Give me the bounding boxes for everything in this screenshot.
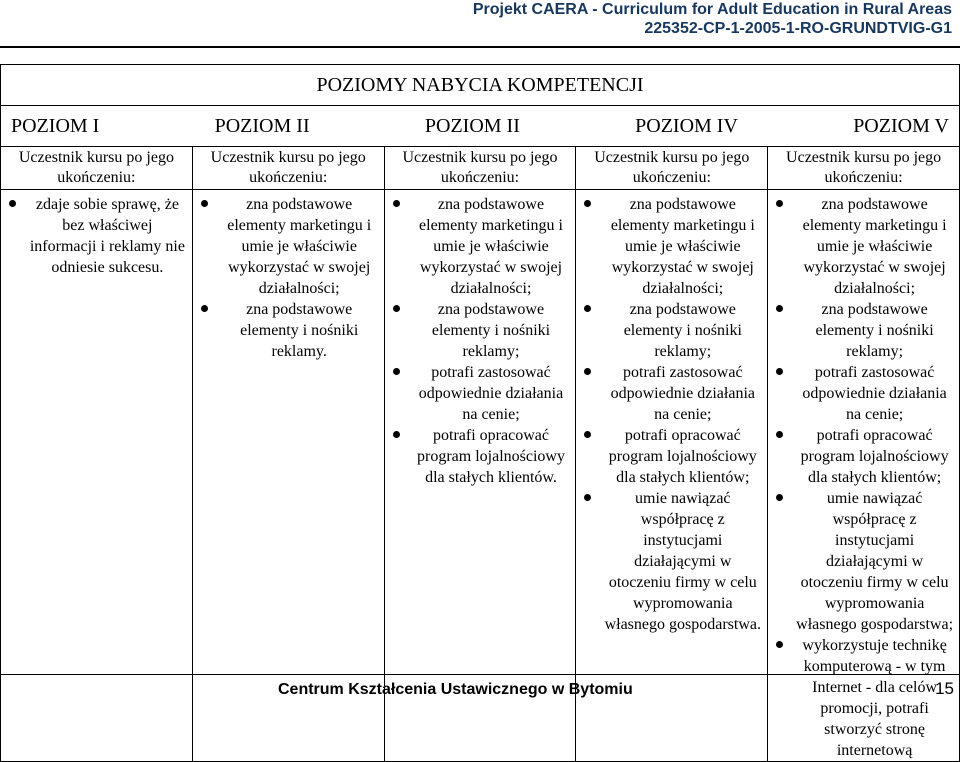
competency-item: potrafi zastosować odpowiednie działania na cenie;: [576, 362, 767, 425]
level-label: POZIOM II: [214, 114, 310, 137]
competency-levels-table: [0, 64, 960, 762]
competency-item: zna podstawowe elementy i nośniki reklamy.: [193, 299, 384, 362]
intro-cell: Uczestnik kursu po jego ukończeniu:: [192, 147, 384, 190]
competency-item: potrafi zastosować odpowiednie działania na cenie;: [768, 362, 959, 425]
levels-row: [1, 106, 960, 147]
table-title: POZIOMY NABYCIA KOMPETENCJI: [1, 65, 960, 106]
competency-item: potrafi zastosować odpowiednie działania na cenie;: [385, 362, 576, 425]
page-footer: [0, 674, 960, 700]
competency-item: umie nawiązać współpracę z instytucjami działającymi w otoczeniu firmy w celu wypromowania własnego gospodarstwa;: [768, 488, 959, 635]
intro-cell: Uczestnik kursu po jego ukończeniu:: [768, 147, 960, 190]
competency-item: umie nawiązać współpracę z instytucjami działającymi w otoczeniu firmy w celu wypromowania własnego gospodarstwa.: [576, 488, 767, 635]
level-label: POZIOM I: [11, 114, 100, 137]
intro-cell: Uczestnik kursu po jego ukończeniu:: [576, 147, 768, 190]
project-code: 225352-CP-1-2005-1-RO-GRUNDTVIG-G1: [644, 20, 952, 37]
competency-item: zna podstawowe elementy i nośniki reklamy;: [385, 299, 576, 362]
competency-item: zna podstawowe elementy marketingu i umie je właściwie wykorzystać w swojej działalności;: [385, 194, 576, 299]
level-label: POZIOM II: [424, 114, 520, 137]
competency-item: potrafi opracować program lojalnościowy dla stałych klientów;: [768, 425, 959, 488]
intro-cell: Uczestnik kursu po jego ukończeniu:: [1, 147, 193, 190]
competency-item: zna podstawowe elementy marketingu i umie je właściwie wykorzystać w swojej działalności;: [193, 194, 384, 299]
level-label: POZIOM V: [853, 114, 949, 137]
project-title: Projekt CAERA - Curriculum for Adult Education in Rural Areas: [472, 1, 952, 18]
page-number: 15: [935, 679, 954, 698]
footer-institution: Centrum Kształcenia Ustawicznego w Bytomiu: [278, 681, 633, 698]
competency-item: zna podstawowe elementy i nośniki reklamy;: [768, 299, 959, 362]
competency-item: zdaje sobie sprawę, że bez właściwej informacji i reklamy nie odniesie sukcesu.: [1, 194, 192, 278]
competency-item: wykorzystuje technikę komputerową - w tym Internet - dla celów promocji, potrafi stworzyć stronę internetową: [768, 635, 959, 761]
header-rule: [0, 46, 960, 48]
level-label: POZIOM IV: [635, 114, 738, 137]
competency-item: potrafi opracować program lojalnościowy dla stałych klientów.: [385, 425, 576, 488]
competency-item: zna podstawowe elementy marketingu i umie je właściwie wykorzystać w swojej działalności;: [576, 194, 767, 299]
document-header: [473, 0, 952, 38]
competency-item: zna podstawowe elementy marketingu i umie je właściwie wykorzystać w swojej działalności;: [768, 194, 959, 299]
competency-item: potrafi opracować program lojalnościowy dla stałych klientów;: [576, 425, 767, 488]
competency-item: zna podstawowe elementy i nośniki reklamy;: [576, 299, 767, 362]
intro-cell: Uczestnik kursu po jego ukończeniu:: [384, 147, 576, 190]
